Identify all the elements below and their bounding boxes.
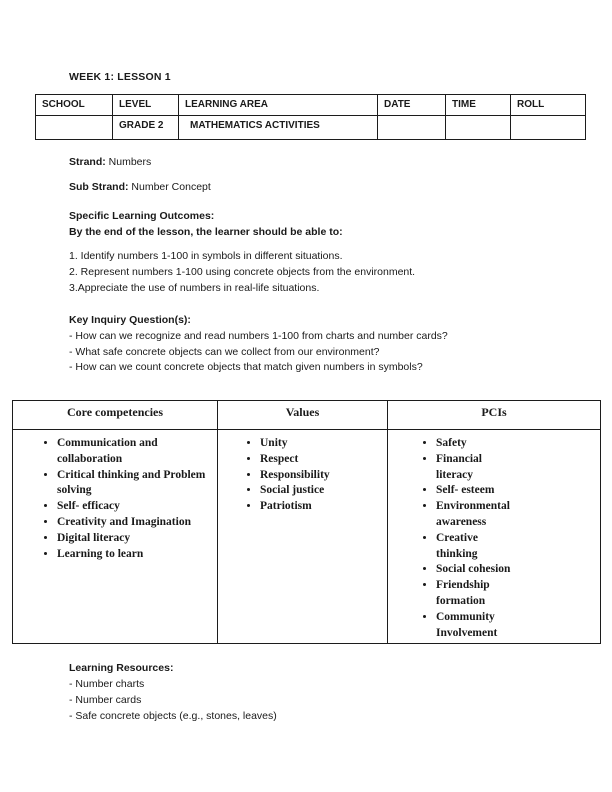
cell-level-value: GRADE 2	[113, 116, 179, 140]
item-line: thinking	[436, 547, 478, 560]
value-item	[260, 452, 385, 468]
pci-item	[436, 531, 598, 563]
competency-table-body-row	[13, 430, 601, 644]
resource-item: - Number cards	[69, 694, 142, 706]
header-table	[35, 94, 586, 140]
outcome-item: 2. Represent numbers 1-100 using concrete objects from the environment.	[69, 265, 416, 278]
item-line: • Friendship	[436, 579, 490, 592]
cell-learning-area-value: MATHEMATICS ACTIVITIES	[179, 116, 378, 140]
item-line: formation	[436, 594, 486, 607]
resources-block	[69, 660, 277, 724]
item-line: • Learning to learn	[57, 547, 144, 560]
item-line: literacy	[436, 468, 474, 481]
sub-strand-line	[69, 180, 211, 196]
item-line: • Critical thinking and Problem	[57, 468, 206, 481]
item-line: • Responsibility	[260, 468, 330, 481]
pci-item	[436, 562, 598, 578]
outcomes-list	[69, 249, 415, 296]
inquiry-question: - How can we recognize and read numbers 1-100 from charts and number cards?	[69, 329, 448, 342]
pcis-list	[388, 436, 600, 641]
item-line: • Social justice	[260, 484, 325, 497]
item-line: solving	[57, 484, 92, 497]
item-line: • Unity	[260, 437, 288, 449]
strand-value: Numbers	[105, 156, 152, 168]
item-line: collaboration	[57, 452, 123, 465]
item-line: • Community	[436, 610, 495, 623]
value-item	[260, 499, 385, 515]
item-line: awareness	[436, 515, 487, 528]
outcomes-heading: Specific Learning Outcomes:	[69, 210, 215, 222]
item-line: • Creative	[436, 531, 478, 544]
item-line: Involvement	[436, 626, 498, 639]
item-line: • Self- esteem	[436, 484, 495, 497]
header-cell-time: TIME	[446, 95, 511, 116]
value-item	[260, 483, 385, 499]
header-cell-school: SCHOOL	[36, 95, 113, 116]
competency-item	[57, 436, 215, 468]
item-line: • Environmental	[436, 500, 510, 513]
header-cell-learning-area: LEARNING AREA	[179, 95, 378, 116]
inquiry-question: - How can we count concrete objects that match given numbers in symbols?	[69, 361, 423, 374]
sub-strand-value: Number Concept	[128, 181, 211, 193]
cell-date-value	[378, 116, 446, 140]
competency-item	[57, 515, 215, 531]
competency-item	[57, 468, 215, 500]
sub-strand-label: Sub Strand:	[69, 181, 129, 193]
item-line: • Communication and	[57, 437, 158, 449]
outcomes-intro: By the end of the lesson, the learner should be able to:	[69, 225, 343, 238]
inquiry-heading: Key Inquiry Question(s):	[69, 314, 191, 326]
item-line: • Patriotism	[260, 500, 312, 513]
pci-item	[436, 499, 598, 531]
competency-item	[57, 499, 215, 515]
pci-item	[436, 452, 598, 484]
pci-item	[436, 436, 598, 452]
pci-item	[436, 483, 598, 499]
lesson-title: WEEK 1: LESSON 1	[69, 71, 171, 83]
header-table-row-labels	[36, 95, 586, 116]
column-header-pcis: PCIs	[388, 401, 601, 430]
strand-line	[69, 155, 151, 171]
outcome-item: 1. Identify numbers 1-100 in symbols in different situations.	[69, 250, 343, 262]
resources-heading: Learning Resources:	[69, 662, 174, 674]
value-item	[260, 436, 385, 452]
pcis-cell	[388, 430, 601, 644]
pci-item	[436, 610, 598, 642]
header-cell-date: DATE	[378, 95, 446, 116]
item-line: • Digital literacy	[57, 531, 131, 544]
column-header-values: Values	[218, 401, 388, 430]
header-cell-roll: ROLL	[511, 95, 586, 116]
pci-item	[436, 578, 598, 610]
competency-item	[57, 547, 215, 563]
outcome-item: 3.Appreciate the use of numbers in real-life situations.	[69, 281, 320, 294]
cell-roll-value	[511, 116, 586, 140]
resource-item: - Number charts	[69, 678, 145, 690]
values-list	[218, 436, 387, 515]
values-cell	[218, 430, 388, 644]
resource-item: - Safe concrete objects (e.g., stones, leaves)	[69, 710, 277, 722]
item-line: • Financial	[436, 452, 483, 465]
cell-school-value	[36, 116, 113, 140]
core-competencies-list	[13, 436, 217, 562]
item-line: • Self- efficacy	[57, 500, 120, 513]
column-header-core-competencies: Core competencies	[13, 401, 218, 430]
outcomes-heading-block	[69, 209, 343, 241]
item-line: • Safety	[436, 437, 467, 449]
strand-label: Strand:	[69, 156, 106, 168]
item-line: • Respect	[260, 452, 299, 465]
inquiry-question: - What safe concrete objects can we collect from our environment?	[69, 345, 380, 358]
competency-table	[12, 400, 601, 644]
value-item	[260, 468, 385, 484]
competency-table-header-row	[13, 401, 601, 430]
inquiry-block	[69, 313, 448, 376]
header-cell-level: LEVEL	[113, 95, 179, 116]
header-table-row-values	[36, 116, 586, 140]
item-line: • Creativity and Imagination	[57, 515, 191, 528]
competency-item	[57, 531, 215, 547]
core-competencies-cell	[13, 430, 218, 644]
cell-time-value	[446, 116, 511, 140]
item-line: • Social cohesion	[436, 563, 511, 576]
